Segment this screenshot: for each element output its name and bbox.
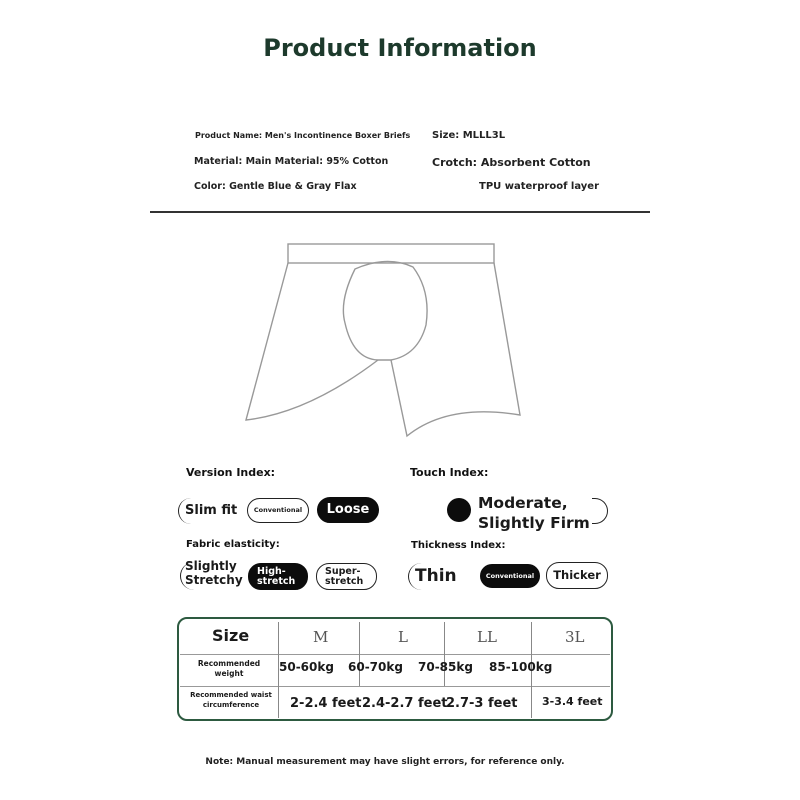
brief-outline	[246, 263, 520, 436]
elasticity-opt2-line1: High-	[257, 565, 286, 577]
page-title: Product Information	[263, 34, 537, 62]
absorbent-crotch-outline	[343, 261, 427, 360]
waistband-outline	[288, 244, 494, 263]
touch-value-line2: Slightly Firm	[478, 514, 590, 532]
version-index-label: Version Index:	[186, 466, 276, 479]
elasticity-opt1-line2: Stretchy	[185, 573, 243, 587]
elasticity-option-high-stretch	[248, 563, 308, 590]
product-material: Material: Main Material: 95% Cotton	[194, 156, 389, 167]
weight-l: 60-70kg	[348, 660, 403, 674]
elasticity-opt3-line1: Super-	[325, 565, 361, 577]
thickness-option-thicker: Thicker	[546, 562, 608, 589]
touch-index-label: Touch Index:	[410, 466, 489, 479]
weight-ll: 70-85kg	[418, 660, 473, 674]
waist-row-label	[185, 691, 277, 711]
version-option-slim-fit: Slim fit	[178, 498, 245, 524]
waist-3l: 3-3.4 feet	[542, 695, 603, 708]
section-divider	[150, 211, 650, 213]
waist-ll: 2.7-3 feet	[446, 696, 518, 711]
size-l: L	[398, 628, 408, 646]
size-ll: LL	[477, 628, 497, 646]
product-name: Product Name: Men's Incontinence Boxer Briefs	[195, 131, 411, 140]
elasticity-option-super-stretch	[316, 563, 377, 590]
elasticity-opt2-line2: stretch	[257, 575, 296, 587]
table-divider-2	[180, 686, 610, 687]
size-m: M	[313, 628, 329, 646]
elasticity-opt1-line1: Slightly	[185, 559, 237, 573]
measurement-note: Note: Manual measurement may have slight errors, for reference only.	[205, 757, 565, 767]
touch-value-line1: Moderate,	[478, 494, 568, 512]
elasticity-option-slightly-stretchy	[180, 559, 245, 590]
thickness-index-label: Thickness Index:	[411, 540, 506, 551]
waist-label-line2: circumference	[202, 700, 260, 709]
touch-pill-edge	[592, 498, 608, 524]
boxer-brief-diagram	[245, 243, 525, 439]
waist-label-line1: Recommended waist	[190, 691, 272, 699]
weight-label-line2: weight	[214, 669, 244, 679]
size-3l: 3L	[565, 628, 585, 646]
weight-row-label	[185, 659, 273, 679]
elasticity-opt3-line2: stretch	[325, 575, 364, 587]
table-divider-1	[180, 654, 610, 655]
weight-3l: 85-100kg	[489, 660, 553, 674]
table-col-divider-3	[444, 622, 445, 686]
thickness-option-thin: Thin	[408, 563, 475, 590]
weight-m: 50-60kg	[279, 660, 334, 674]
touch-selected-dot	[447, 498, 471, 522]
weight-label-line1: Recommended	[197, 659, 261, 668]
product-size: Size: MLLL3L	[432, 130, 506, 141]
table-col-divider-2	[359, 622, 360, 686]
product-tpu: TPU waterproof layer	[479, 181, 599, 192]
version-option-loose: Loose	[317, 497, 379, 523]
thickness-option-conventional: Conventional	[480, 564, 540, 588]
product-crotch: Crotch: Absorbent Cotton	[432, 156, 591, 169]
elasticity-label: Fabric elasticity:	[186, 539, 280, 550]
version-option-conventional: Conventional	[247, 498, 309, 523]
size-header: Size	[212, 626, 250, 645]
waist-l: 2.4-2.7 feet	[362, 696, 448, 711]
product-color: Color: Gentle Blue & Gray Flax	[194, 181, 357, 192]
waist-m: 2-2.4 feet	[290, 696, 362, 711]
